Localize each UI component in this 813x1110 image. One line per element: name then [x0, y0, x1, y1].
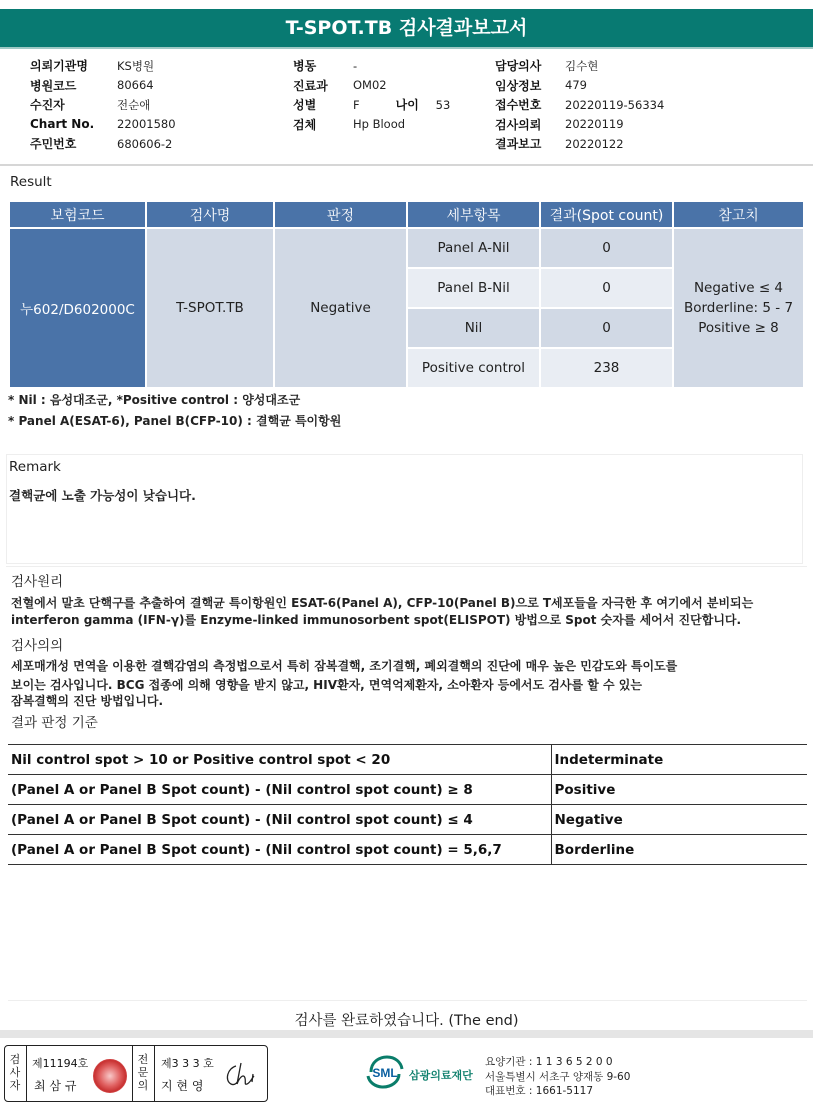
info-label: 임상정보 — [495, 78, 542, 93]
criteria-table — [8, 744, 807, 865]
specialist-vertical-label: 전문의 — [137, 1053, 149, 1092]
info-value: 20220119-56334 — [565, 97, 665, 112]
principle-label: 검사원리 — [11, 574, 64, 590]
significance-line-2: 보이는 검사입니다. BCG 접종에 의해 영향을 받지 않고, HIV환자, 면역억제환자, 소아환자 등에서도 검사를 할 수 있는 — [11, 678, 642, 692]
info-label: 주민번호 — [30, 137, 77, 152]
patient-info-column-2 — [293, 56, 450, 134]
age-label: 나이 — [395, 98, 419, 113]
detail-item-cell: Panel A-Nil — [408, 229, 539, 267]
principle-line-2: interferon gamma (IFN-γ)를 Enzyme-linked immunosorbent spot(ELISPOT) 방법으로 Spot 숫자를 세어서 진단합니다. — [11, 613, 742, 627]
info-label: 의뢰기관명 — [30, 59, 88, 74]
specialist-license-no: 제3 3 3 호 — [161, 1057, 214, 1070]
handwritten-signature — [222, 1060, 262, 1090]
info-value: 전순애 — [117, 97, 151, 112]
info-label: 담당의사 — [495, 59, 542, 74]
significance-line-3: 잠복결핵의 진단 방법입니다. — [11, 694, 164, 708]
info-value: F — [353, 97, 360, 112]
info-value: 680606-2 — [117, 136, 173, 151]
judgement-cell: Negative — [275, 229, 406, 387]
report-title: T-SPOT.TB 검사결과보고서 — [0, 9, 813, 47]
info-label: 병원코드 — [30, 78, 77, 93]
remark-text: 결핵균에 노출 가능성이 낮습니다. — [9, 488, 196, 503]
info-divider — [0, 164, 813, 166]
table-row — [8, 775, 807, 805]
info-value: OM02 — [353, 78, 387, 93]
info-label: Chart No. — [30, 117, 95, 132]
criteria-result: Borderline — [551, 835, 807, 865]
significance-line-1: 세포매개성 면역을 이용한 결핵감염의 측정법으로서 특히 잠복결핵, 조기결핵, 폐외결핵의 진단에 매우 높은 민감도와 특이도를 — [11, 659, 678, 673]
detail-item-cell: Nil — [408, 309, 539, 347]
info-value: Hp Blood — [353, 117, 406, 132]
info-label: 진료과 — [293, 78, 328, 93]
table-row — [10, 229, 803, 267]
criteria-label: 결과 판정 기준 — [11, 715, 98, 731]
criteria-condition: (Panel A or Panel B Spot count) - (Nil control spot count) ≥ 8 — [8, 775, 551, 805]
info-label: 결과보고 — [495, 137, 542, 152]
reference-negative: Negative ≤ 4 — [693, 280, 784, 296]
info-value: 80664 — [117, 78, 154, 93]
spot-count-cell: 238 — [541, 349, 672, 387]
result-table — [8, 200, 805, 389]
institution-address: 서울특별시 서초구 양재동 9-60 — [485, 1071, 631, 1083]
table-row — [8, 745, 807, 775]
info-value: KS병원 — [117, 58, 155, 73]
specialist-name: 지 현 영 — [161, 1079, 204, 1093]
note-nil-control: * Nil : 음성대조군, *Positive control : 양성대조군 — [8, 393, 301, 407]
reference-borderline: Borderline: 5 - 7 — [683, 300, 794, 316]
spot-count-cell: 0 — [541, 269, 672, 307]
header-reference: 참고치 — [674, 202, 803, 227]
info-label: 검체 — [293, 117, 317, 132]
info-label: 검사의뢰 — [495, 117, 542, 132]
institution-name: 삼광의료재단 — [409, 1069, 473, 1082]
header-insurance-code: 보험코드 — [10, 202, 145, 227]
tester-name: 최 삼 규 — [34, 1079, 77, 1093]
remark-box — [6, 454, 803, 564]
reference-positive: Positive ≥ 8 — [698, 320, 779, 336]
reference-cell — [674, 229, 803, 387]
info-label: 수진자 — [30, 98, 65, 113]
institution-phone: 대표번호 : 1661-5117 — [485, 1085, 594, 1097]
info-value: 479 — [565, 78, 587, 93]
header-judgement: 판정 — [275, 202, 406, 227]
signature-divider — [154, 1046, 155, 1101]
info-value: 김수현 — [565, 58, 599, 73]
header-detail-item: 세부항목 — [408, 202, 539, 227]
footer-bar — [0, 1030, 813, 1038]
sml-logo-icon — [365, 1054, 405, 1090]
end-divider — [8, 1000, 807, 1001]
info-value: 20220119 — [565, 117, 624, 132]
result-section-label: Result — [10, 174, 52, 190]
tester-license-no: 제11194호 — [32, 1057, 89, 1070]
info-label: 성별 — [293, 98, 317, 113]
info-value: 20220122 — [565, 136, 624, 151]
criteria-condition: (Panel A or Panel B Spot count) - (Nil control spot count) ≤ 4 — [8, 805, 551, 835]
info-value: 22001580 — [117, 117, 176, 132]
patient-info-column-3 — [495, 56, 664, 154]
criteria-result: Indeterminate — [551, 745, 807, 775]
table-row — [8, 805, 807, 835]
spot-count-cell: 0 — [541, 309, 672, 347]
remark-label: Remark — [9, 459, 61, 475]
tester-vertical-label: 검사자 — [9, 1053, 21, 1092]
title-divider — [0, 47, 813, 49]
signature-divider — [132, 1046, 133, 1101]
criteria-result: Positive — [551, 775, 807, 805]
spot-count-cell: 0 — [541, 229, 672, 267]
criteria-condition: Nil control spot > 10 or Positive control spot < 20 — [8, 745, 551, 775]
note-panel-antigen: * Panel A(ESAT-6), Panel B(CFP-10) : 결핵균 특이항원 — [8, 414, 342, 428]
info-label: 병동 — [293, 59, 317, 74]
institution-code: 요양기관 : 1 1 3 6 5 2 0 0 — [485, 1056, 613, 1068]
method-section-box — [6, 566, 807, 741]
test-name-cell: T-SPOT.TB — [147, 229, 273, 387]
age-value: 53 — [435, 97, 451, 112]
criteria-result: Negative — [551, 805, 807, 835]
signature-divider — [26, 1046, 27, 1101]
detail-item-cell: Positive control — [408, 349, 539, 387]
header-result-spot-count: 결과(Spot count) — [541, 202, 672, 227]
table-row — [8, 835, 807, 865]
significance-label: 검사의의 — [11, 638, 64, 654]
principle-line-1: 전혈에서 말초 단핵구를 추출하여 결핵균 특이항원인 ESAT-6(Panel A), CFP-10(Panel B)으로 T세포들을 자극한 후 여기에서 분비되는 — [11, 596, 754, 610]
detail-item-cell: Panel B-Nil — [408, 269, 539, 307]
info-value: - — [353, 58, 358, 73]
criteria-condition: (Panel A or Panel B Spot count) - (Nil control spot count) = 5,6,7 — [8, 835, 551, 865]
info-label: 접수번호 — [495, 98, 542, 113]
logo-text: SML — [372, 1066, 398, 1080]
patient-info-column-1 — [30, 56, 176, 154]
header-test-name: 검사명 — [147, 202, 273, 227]
result-table-header — [10, 202, 803, 227]
official-seal — [93, 1059, 127, 1093]
insurance-code-cell: 누602/D602000C — [10, 229, 145, 387]
end-text: 검사를 완료하였습니다. (The end) — [294, 1013, 519, 1029]
